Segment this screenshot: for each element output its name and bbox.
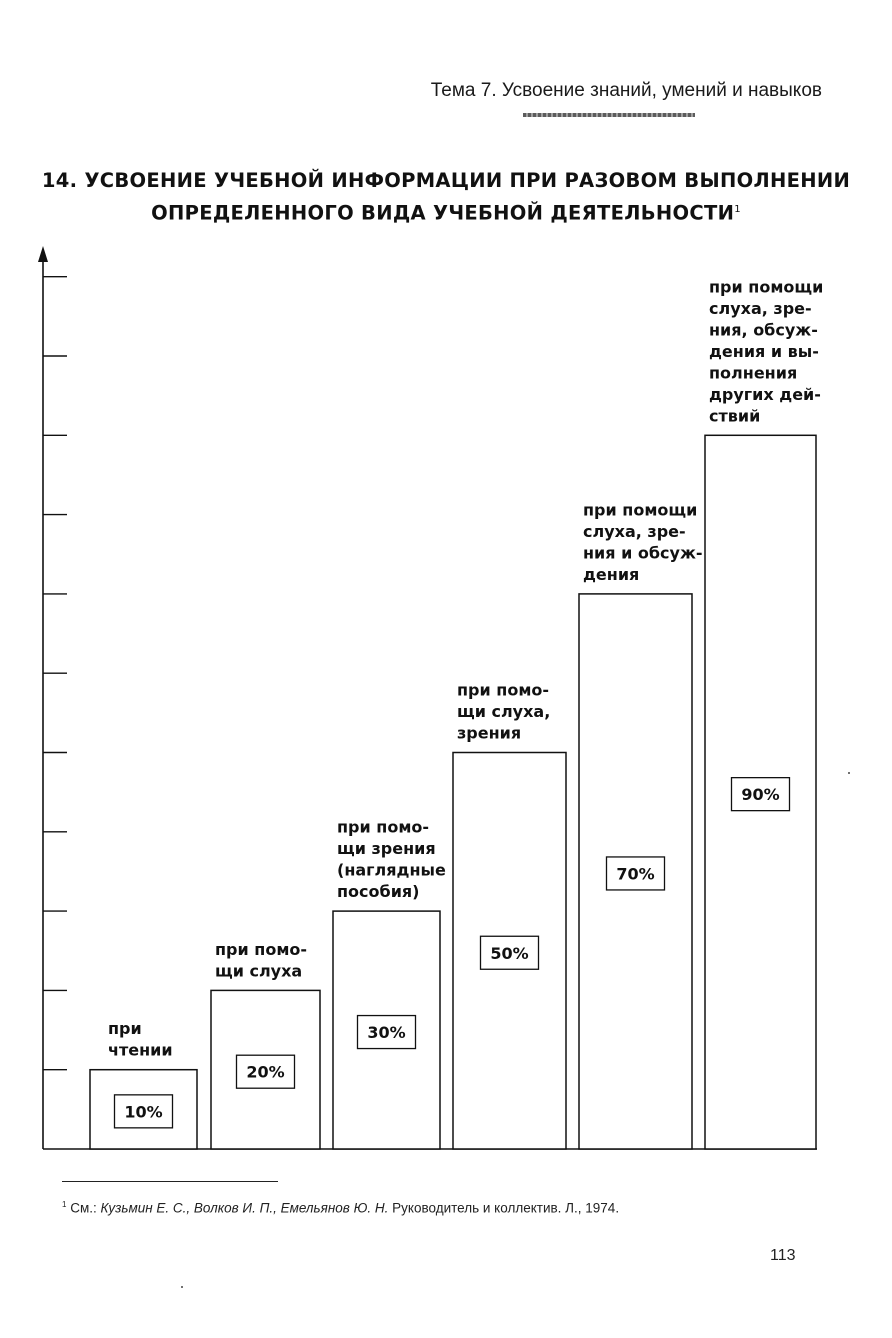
category-label: дения и вы- xyxy=(709,341,819,361)
category-label: слуха, зре- xyxy=(709,298,812,318)
chart-title-line-2-text: ОПРЕДЕЛЕННОГО ВИДА УЧЕБНОЙ ДЕЯТЕЛЬНОСТИ xyxy=(151,201,735,225)
data-label: 20% xyxy=(246,1062,285,1082)
footnote-prefix: См.: xyxy=(70,1200,97,1216)
footnote xyxy=(62,1200,619,1216)
print-speck xyxy=(181,1286,183,1288)
category-label: ния, обсуж- xyxy=(709,320,818,340)
running-header: Тема 7. Усвоение знаний, умений и навыков xyxy=(430,80,822,101)
category-label: при помо- xyxy=(215,939,308,959)
title-footnote-mark: 1 xyxy=(734,204,741,215)
category-label: ствий xyxy=(709,406,761,426)
category-label: дения xyxy=(583,564,640,584)
category-label: щи зрения xyxy=(337,839,436,859)
footnote-mark: 1 xyxy=(62,1200,67,1209)
category-label: щи слуха xyxy=(215,961,303,981)
data-label: 90% xyxy=(741,785,780,805)
data-label: 70% xyxy=(616,864,655,884)
category-label: при помо- xyxy=(457,680,550,700)
category-label: зрения xyxy=(457,723,522,743)
page-number: 113 xyxy=(770,1247,796,1264)
print-speck xyxy=(848,772,850,774)
data-label: 50% xyxy=(490,943,529,963)
category-label: пособия) xyxy=(337,882,420,902)
category-label: других дей- xyxy=(709,384,821,404)
category-label: щи слуха, xyxy=(457,702,551,721)
category-label: при помощи xyxy=(709,277,824,297)
footnote-rule xyxy=(62,1181,278,1182)
category-label: слуха, зре- xyxy=(583,521,686,541)
category-label: при помо- xyxy=(337,817,430,837)
category-label: чтении xyxy=(108,1040,173,1060)
category-label: при помощи xyxy=(583,500,698,520)
category-label: полнения xyxy=(709,363,798,383)
y-axis-arrow xyxy=(38,246,48,262)
footnote-authors: Кузьмин Е. С., Волков И. П., Емельянов Ю. Н. xyxy=(100,1200,389,1216)
data-label: 10% xyxy=(124,1102,163,1122)
category-label: (наглядные xyxy=(337,860,446,880)
footnote-source: Руководитель и коллектив. Л., 1974. xyxy=(392,1200,620,1216)
data-label: 30% xyxy=(367,1023,406,1043)
category-label: ния и обсуж- xyxy=(583,543,703,563)
chart-title-line-1: 14. УСВОЕНИЕ УЧЕБНОЙ ИНФОРМАЦИИ ПРИ РАЗОВОМ ВЫПОЛНЕНИИ xyxy=(41,169,851,192)
category-label: при xyxy=(108,1019,142,1039)
